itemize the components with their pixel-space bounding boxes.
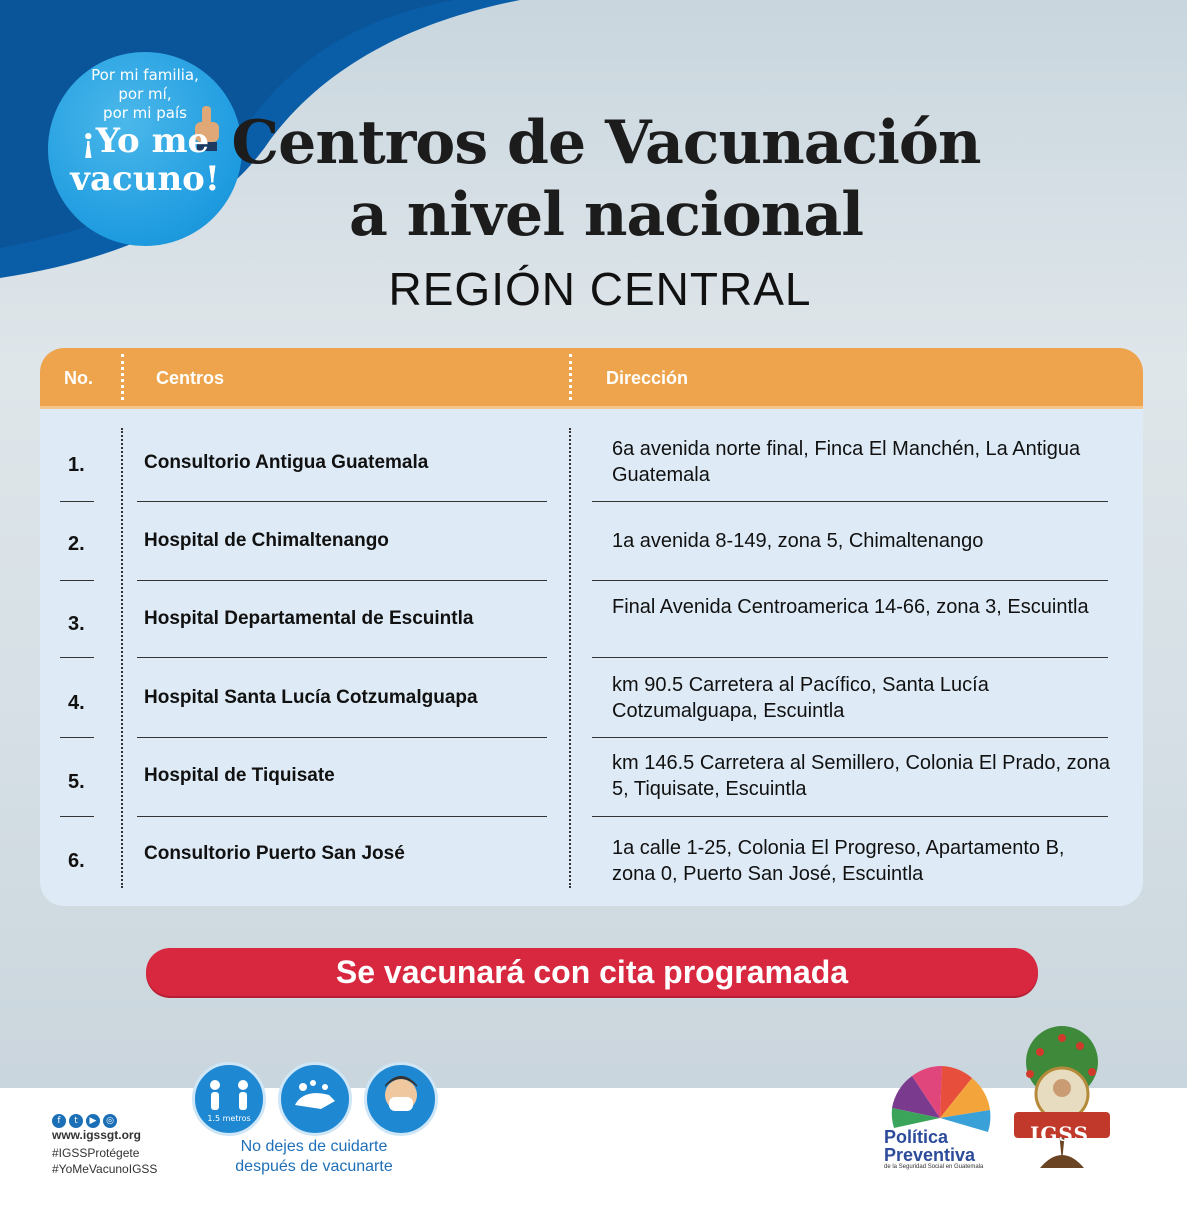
row-divider — [60, 657, 94, 658]
center-address: km 146.5 Carretera al Semillero, Colonia El Prado, zona 5, Tiquisate, Escuintla — [612, 752, 1111, 800]
facebook-icon[interactable]: f — [52, 1114, 66, 1128]
header-direccion: Dirección — [606, 368, 689, 388]
pp-line-1: Política — [884, 1127, 949, 1147]
care-line-2: después de vacunarte — [235, 1158, 393, 1175]
row-number: 5. — [68, 771, 85, 793]
row-divider — [137, 816, 547, 817]
page-title-line-2: a nivel nacional — [348, 180, 864, 250]
badge-slogan-1: ¡Yo me — [80, 121, 210, 161]
twitter-icon[interactable]: t — [69, 1114, 83, 1128]
website-link[interactable]: www.igssgt.org — [52, 1128, 141, 1142]
youtube-icon[interactable]: ▶ — [86, 1114, 100, 1128]
row-divider — [60, 737, 94, 738]
igss-logo — [1000, 1022, 1124, 1170]
center-name: Consultorio Puerto San José — [144, 843, 405, 864]
row-divider — [592, 816, 1108, 817]
row-divider — [592, 657, 1108, 658]
center-name: Hospital Santa Lucía Cotzumalguapa — [144, 687, 478, 708]
header-centros: Centros — [156, 368, 225, 388]
row-divider — [60, 501, 94, 502]
column-divider — [121, 428, 123, 888]
row-divider — [60, 580, 94, 581]
row-number: 4. — [68, 692, 85, 714]
igss-logo-text: IGSS — [1030, 1122, 1089, 1146]
row-number: 6. — [68, 850, 85, 872]
vaccination-centers-table — [40, 348, 1143, 906]
row-divider — [137, 580, 547, 581]
hashtag-igss-protegete: #IGSSProtégete — [52, 1146, 140, 1160]
row-divider — [592, 737, 1108, 738]
care-message — [204, 1137, 424, 1177]
badge-slogan-2: vacuno! — [70, 159, 220, 199]
mask-icon — [364, 1062, 438, 1136]
distance-icon — [192, 1062, 266, 1136]
center-name: Hospital Departamental de Escuintla — [144, 608, 474, 629]
table-header — [40, 348, 1143, 409]
center-name: Consultorio Antigua Guatemala — [144, 452, 429, 473]
center-name: Hospital de Chimaltenango — [144, 530, 389, 551]
politica-preventiva-subtitle: de la Seguridad Social en Guatemala — [884, 1164, 984, 1170]
pp-line-2: Preventiva — [884, 1145, 976, 1165]
center-address: km 90.5 Carretera al Pacífico, Santa Lucía Cotzumalguapa, Escuintla — [612, 674, 989, 722]
header-no: No. — [64, 368, 93, 388]
row-divider — [592, 580, 1108, 581]
row-number: 1. — [68, 454, 85, 476]
center-address: 1a avenida 8-149, zona 5, Chimaltenango — [612, 530, 984, 552]
politica-preventiva-text — [884, 1128, 975, 1164]
social-icons — [52, 1108, 120, 1128]
badge-line-2: por mí, — [118, 85, 172, 103]
badge-line-1: Por mi familia, — [91, 66, 199, 84]
header-divider — [569, 354, 572, 400]
instagram-icon[interactable]: ◎ — [103, 1114, 117, 1128]
distance-label: 1.5 metros — [207, 1114, 251, 1123]
center-name: Hospital de Tiquisate — [144, 765, 335, 786]
hashtag-yo-me-vacuno-igss: #YoMeVacunoIGSS — [52, 1162, 158, 1176]
page-title-line-1: Centros de Vacunación — [231, 108, 981, 178]
column-divider — [569, 428, 571, 888]
row-divider — [137, 501, 547, 502]
badge-line-3: por mi país — [103, 104, 187, 122]
center-address: Final Avenida Centroamerica 14-66, zona 3, Escuintla — [612, 596, 1089, 618]
row-divider — [137, 737, 547, 738]
region-title: REGIÓN CENTRAL — [388, 263, 812, 315]
appointment-banner: Se vacunará con cita programada — [146, 948, 1038, 996]
handwash-icon — [278, 1062, 352, 1136]
center-address: 6a avenida norte final, Finca El Manchén, La Antigua Guatemala — [612, 438, 1081, 486]
header-divider — [121, 354, 124, 400]
row-divider — [592, 501, 1108, 502]
center-address: 1a calle 1-25, Colonia El Progreso, Apartamento B, zona 0, Puerto San José, Escuintla — [612, 837, 1065, 885]
row-number: 3. — [68, 613, 85, 635]
care-line-1: No dejes de cuidarte — [240, 1138, 388, 1155]
row-divider — [60, 816, 94, 817]
row-divider — [137, 657, 547, 658]
row-number: 2. — [68, 533, 85, 555]
